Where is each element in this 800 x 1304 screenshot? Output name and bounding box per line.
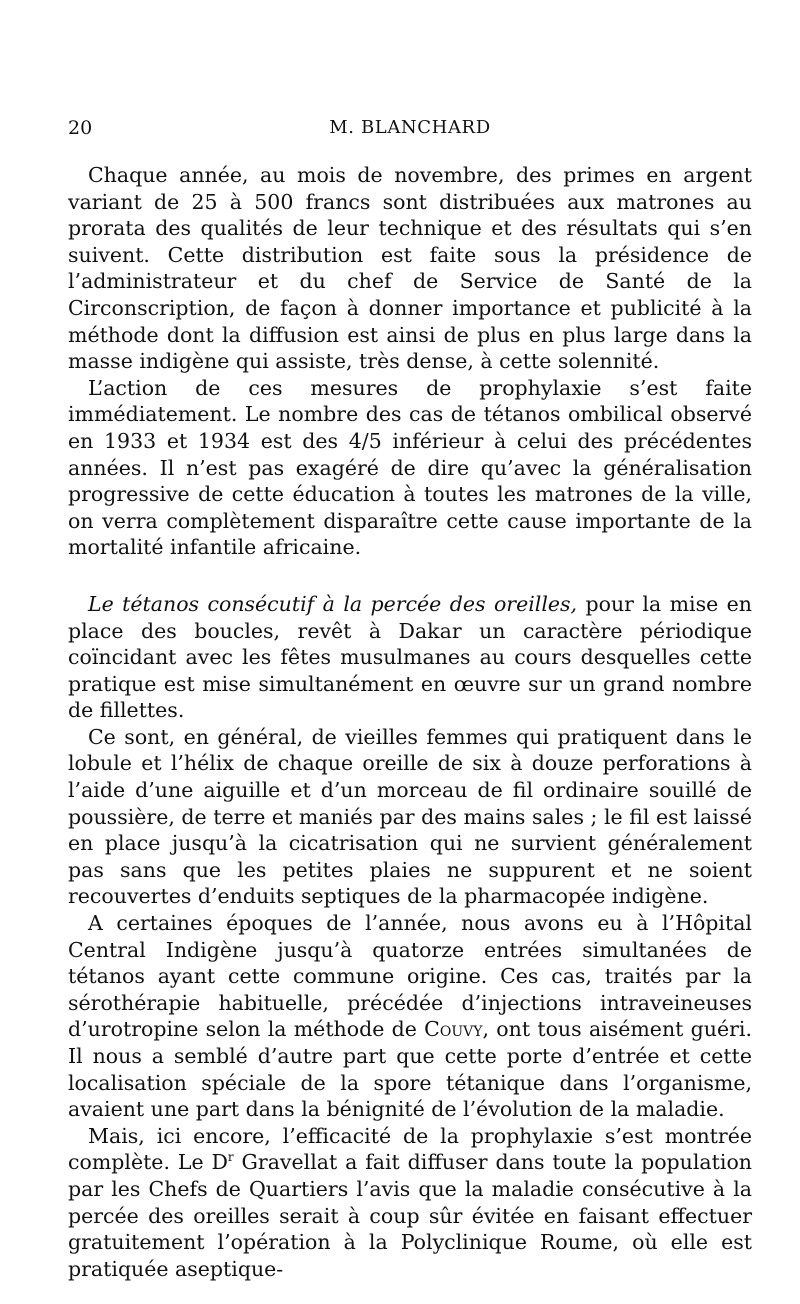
paragraph-3-text: pour la mise en place des boucles, revêt à Dakar un caractère périodique coïncidant avec les fêtes musulmanes au cours desquelles cette pratique est mise simultanément en œuvre sur un grand nombre de fillettes. xyxy=(68,591,752,723)
author-name-couvy: Couvy xyxy=(424,1017,483,1042)
paragraph-4: Ce sont, en général, de vieilles femmes qui pratiquent dans le lobule et l’hélix de chaque oreille de six à douze perforations à l’aide d’une aiguille et d’un morceau de fil ordinaire souillé de poussière, de terre et maniés par des mains sales ; le fil est laissé en place jusqu’à la cicatrisation qui ne survient généralement pas sans que les petites plaies ne suppurent et ne soient recouvertes d’enduits septiques de la pharmacopée indigène. xyxy=(68,724,752,909)
document-page xyxy=(68,0,752,1304)
body-text xyxy=(68,162,752,1282)
paragraph-6-text-b: Gravellat a fait diffuser dans toute la population par les Chefs de Quartiers l’avis que la maladie consécutive à la percée des oreilles serait à coup sûr évitée en faisant effectuer gratuitement l’opération à la Polyclinique Roume, où elle est pratiquée aseptique- xyxy=(68,1150,752,1281)
page-number: 20 xyxy=(68,117,93,139)
doctor-superscript: r xyxy=(227,1150,234,1165)
paragraph-3-italic-lead: Le tétanos consécutif à la percée des oreilles, xyxy=(88,591,578,616)
paragraph-1: Chaque année, au mois de novembre, des primes en argent variant de 25 à 500 francs sont distribuées aux matrones au prorata des qualités de leur technique et des résultats qui s’en suivent. Cette distribution est faite sous la présidence de l’administrateur et du chef de Service de Santé de la Circonscription, de façon à donner importance et publicité à la méthode dont la diffusion est ainsi de plus en plus large dans la masse indigène qui assiste, très dense, à cette solennité. xyxy=(68,163,752,374)
paragraph-6 xyxy=(68,1123,752,1283)
paragraph-5-text-a: A certaines époques de l’année, nous avons eu à l’Hôpital Central Indigène jusqu’à quatorze entrées simultanées de tétanos ayant cette commune origine. Ces cas, traités par la sérothérapie habituelle, précédée d’injections intraveineuses d’urotropine selon la méthode de xyxy=(68,911,752,1042)
paragraph-2: L’action de ces mesures de prophylaxie s’est faite immédiatement. Le nombre des cas de tétanos ombilical observé en 1933 et 1934 est des 4/5 inférieur à celui des précédentes années. Il n’est pas exagéré de dire qu’avec la généralisation progressive de cette éducation à toutes les matrones de la ville, on verra complètement disparaître cette cause importante de la mortalité infantile africaine. xyxy=(68,375,752,560)
section-gap xyxy=(68,561,752,591)
paragraph-6-text-a: Mais, ici encore, l’efficacité de la prophylaxie s’est montrée complète. Le D xyxy=(68,1123,752,1175)
paragraph-5 xyxy=(68,910,752,1123)
paragraph-3 xyxy=(68,591,752,724)
paragraph-5-text-b: , ont tous aisément guéri. Il nous a semblé d’autre part que cette porte d’entrée et cette localisation spéciale de la spore tétanique dans l’organisme, avaient une part dans la bénignité de l’évolution de la maladie. xyxy=(68,1017,752,1122)
page-header xyxy=(68,117,752,145)
running-title: M. BLANCHARD xyxy=(329,117,491,138)
